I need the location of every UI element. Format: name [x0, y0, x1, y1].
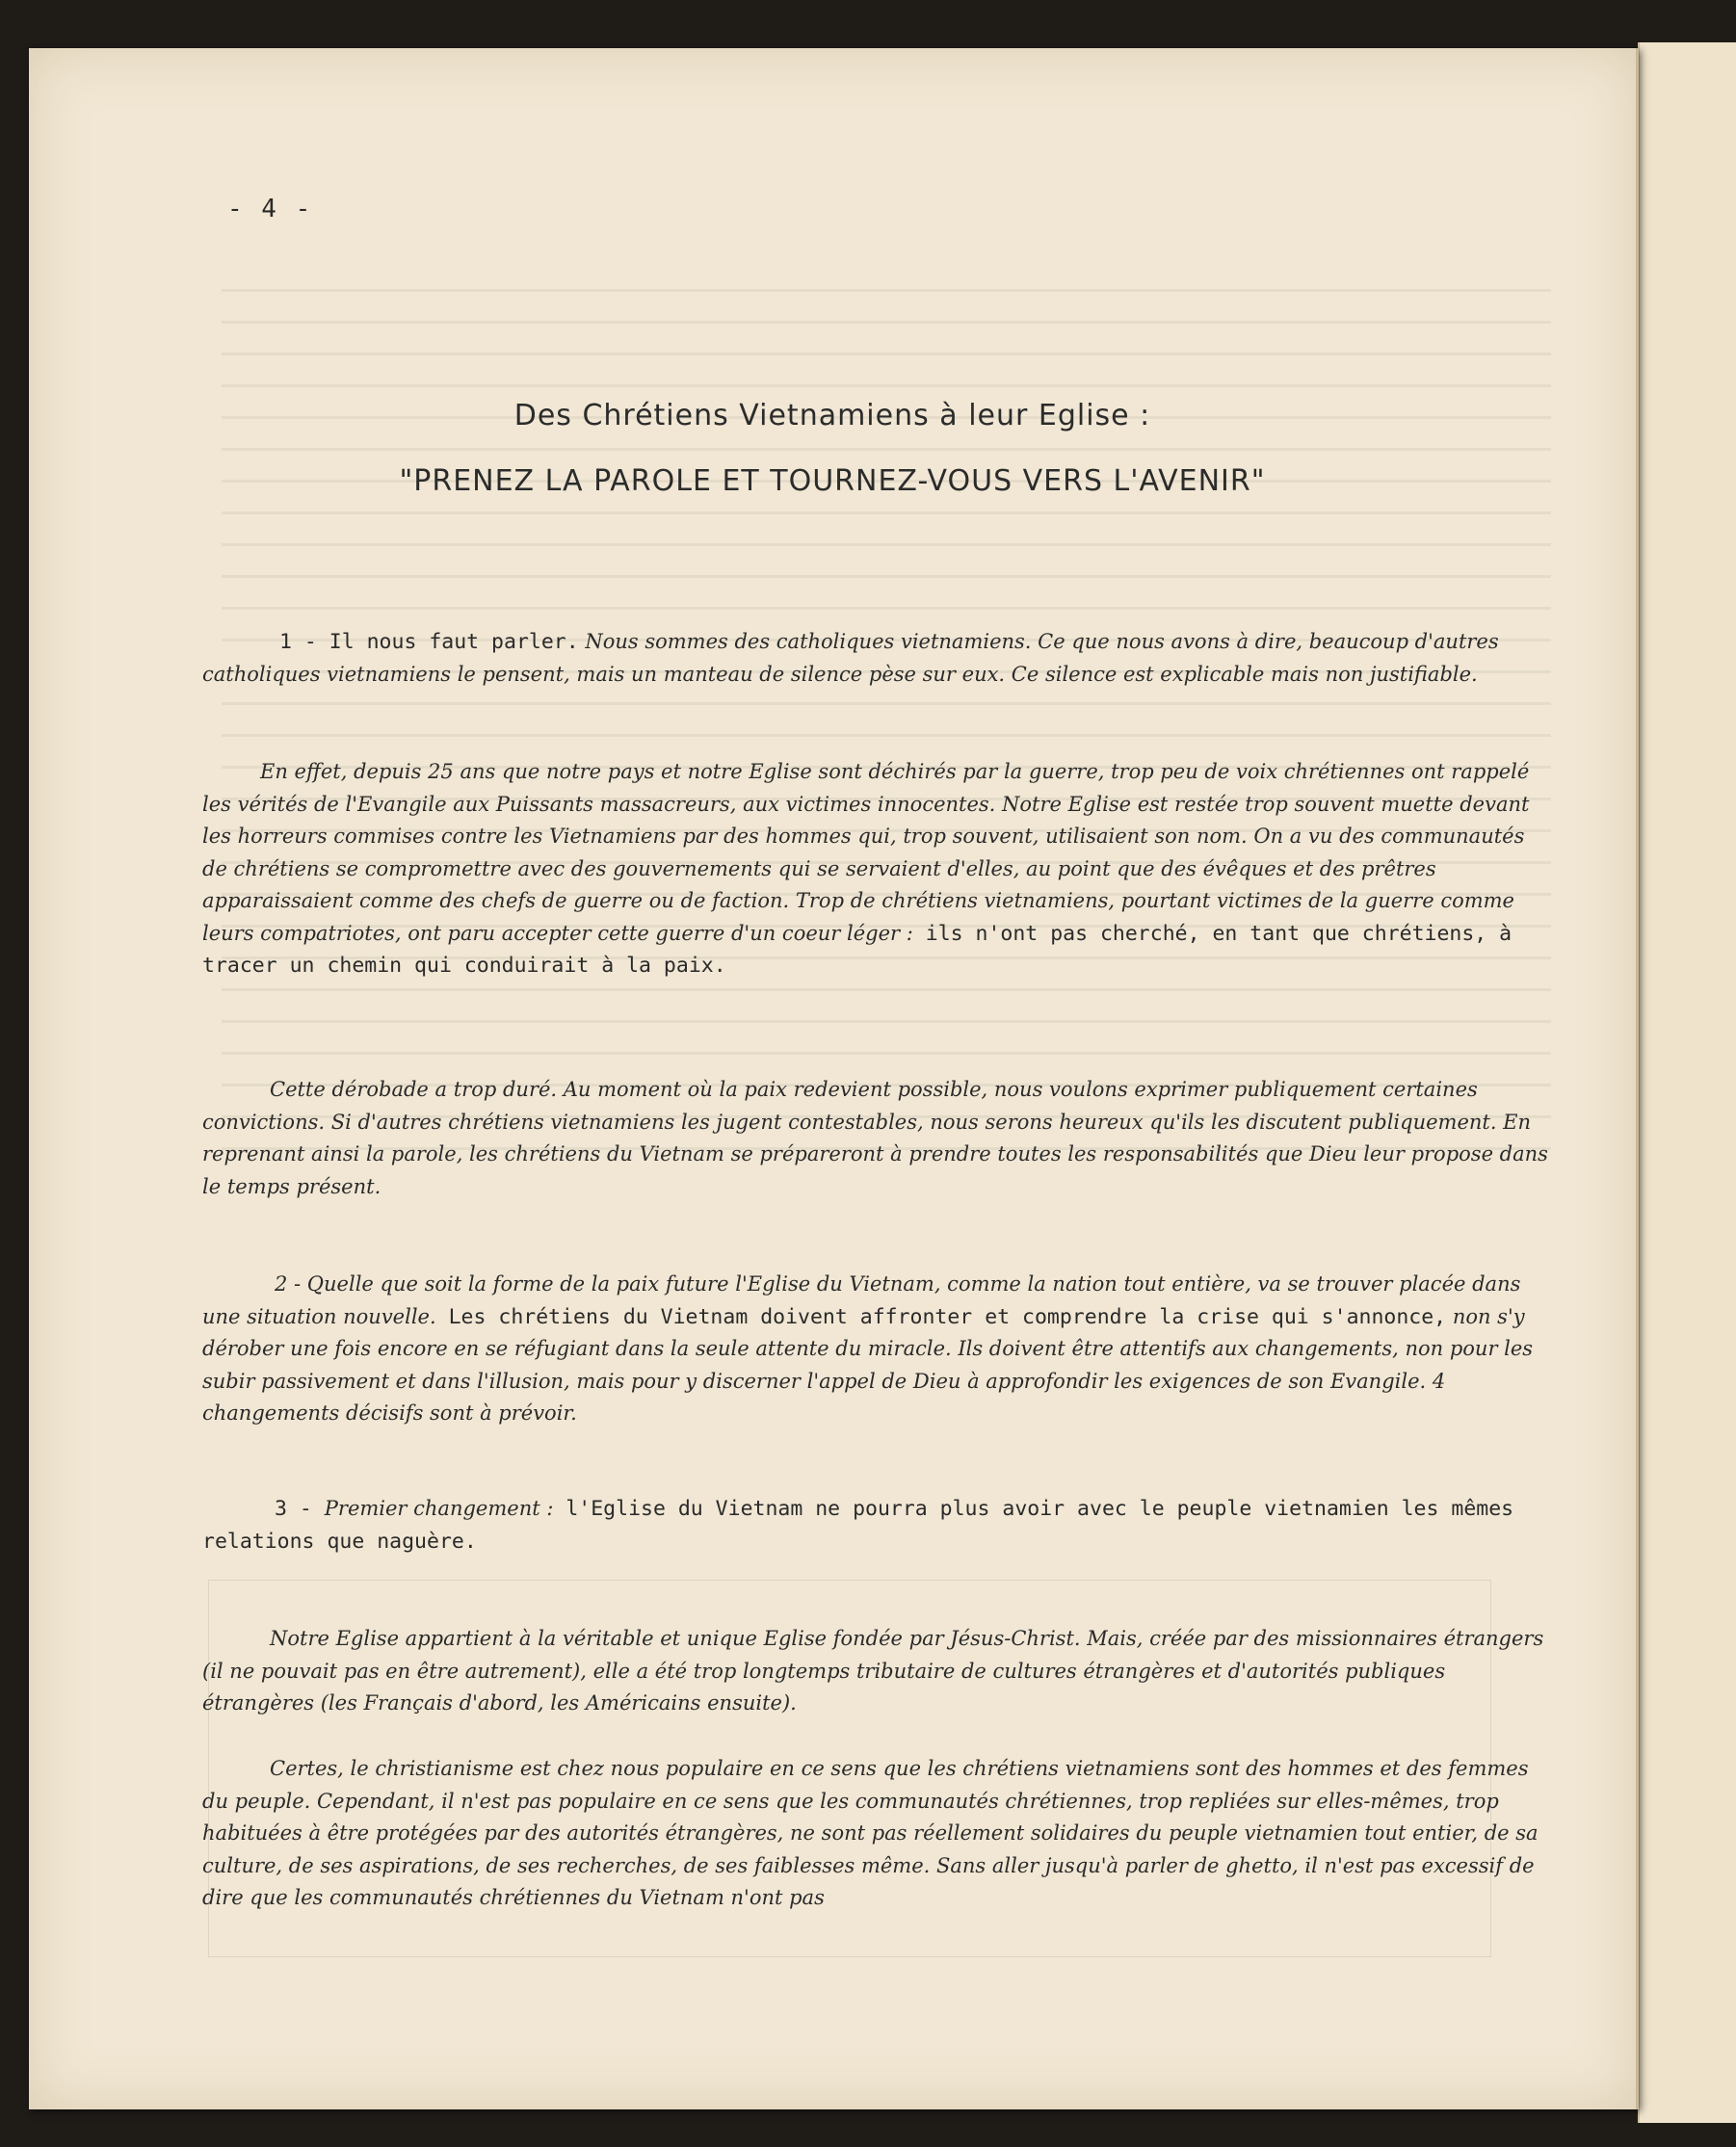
adjacent-page-edge: [1638, 42, 1736, 2123]
paragraph-7-italic: Certes, le christianisme est chez nous populaire en ce sens que les chrétiens vietnamiens sont des hommes et des femmes du peuple. Cependant, il n'est pas populaire en ce sens que les communautés chrétiennes, trop repliées sur elles-mêmes, trop habituées à être protégées par des autorités étrangères, ne sont pas réellement solidaires du peuple vietnamien tout entier, de sa culture, de ses aspirations, de ses recherches, de ses faiblesses même. Sans aller jusqu'à parler de ghetto, il n'est pas excessif de dire que les communautés chrétiennes du Vietnam n'ont pas: [202, 1757, 1539, 1909]
page-number: - 4 -: [227, 195, 313, 223]
article-title-line2: "PRENEZ LA PAROLE ET TOURNEZ-VOUS VERS L'AVENIR": [399, 464, 1266, 498]
paragraph-5-plain: l'Eglise du Vietnam ne pourra plus avoir avec le peuple vietnamien les mêmes relations que naguère.: [202, 1497, 1514, 1554]
paragraph-6: [202, 1623, 1551, 1720]
paragraph-2-plain: ils n'ont pas cherché, en tant que chrétiens, à tracer un chemin qui conduirait à la paix.: [202, 921, 1512, 978]
paragraph-4-italic-b: non s'y dérober une fois encore en se réfugiant dans la seule attente du miracle. Ils doivent être attentifs aux changements, non pour les subir passivement et dans l'illusion, mais pour y discerner l'appel de Dieu à approfondir les exigences de son Evangile. 4 changements décisifs sont à prévoir.: [202, 1304, 1534, 1425]
document-page: [29, 48, 1639, 2109]
paragraph-7: [202, 1753, 1551, 1915]
paragraph-5-number: 3 -: [275, 1497, 325, 1521]
paragraph-1-lead: 1 - Il nous faut parler.: [279, 630, 579, 654]
paragraph-2-italic: En effet, depuis 25 ans que notre pays et notre Eglise sont déchirés par la guerre, trop peu de voix chrétiennes ont rappelé les vérités de l'Evangile aux Puissants massacreurs, aux victimes innocentes. Notre Eglise est restée trop souvent muette devant les horreurs commises contre les Vietnamiens par des hommes qui, trop souvent, utilisaient son nom. On a vu des communautés de chrétiens se compromettre avec des gouvernements qui se servaient d'elles, au point que des évêques et des prêtres apparaissaient comme des chefs de guerre ou de faction. Trop de chrétiens vietnamiens, pourtant victimes de la guerre comme leurs compatriotes, ont paru accepter cette guerre d'un coeur léger :: [202, 760, 1530, 945]
paragraph-2: [202, 756, 1551, 982]
paragraph-6-italic: Notre Eglise appartient à la véritable et unique Eglise fondée par Jésus-Christ. Mais, créée par des missionnaires étrangers (il ne pouvait pas en être autrement), elle a été trop longtemps tributaire de cultures étrangères et d'autorités publiques étrangères (les Français d'abord, les Américains ensuite).: [202, 1627, 1544, 1715]
article-title-line1: Des Chrétiens Vietnamiens à leur Eglise :: [513, 399, 1151, 432]
paragraph-1: [202, 626, 1551, 691]
paragraph-3: [202, 1074, 1551, 1203]
paragraph-4: [202, 1269, 1551, 1430]
paragraph-4-italic-a: 2 - Quelle que soit la forme de la paix future l'Eglise du Vietnam, comme la nation tout entière, va se trouver placée dans une situation nouvelle.: [202, 1272, 1521, 1328]
paragraph-5-lead: Premier changement :: [324, 1497, 554, 1520]
paragraph-3-italic: Cette dérobade a trop duré. Au moment où la paix redevient possible, nous voulons exprimer publiquement certaines convictions. Si d'autres chrétiens vietnamiens les jugent contestables, nous serons heureux qu'ils les discutent publiquement. En reprenant ainsi la parole, les chrétiens du Vietnam se prépareront à prendre toutes les responsabilités que Dieu leur propose dans le temps présent.: [202, 1078, 1548, 1198]
paragraph-1-text: Nous sommes des catholiques vietnamiens. Ce que nous avons à dire, beaucoup d'autres catholiques vietnamiens le pensent, mais un manteau de silence pèse sur eux. Ce silence est explicable mais non justifiable.: [202, 630, 1499, 686]
paragraph-4-plain: Les chrétiens du Vietnam doivent affronter et comprendre la crise qui s'annonce,: [435, 1304, 1447, 1329]
paragraph-5: [202, 1493, 1551, 1558]
